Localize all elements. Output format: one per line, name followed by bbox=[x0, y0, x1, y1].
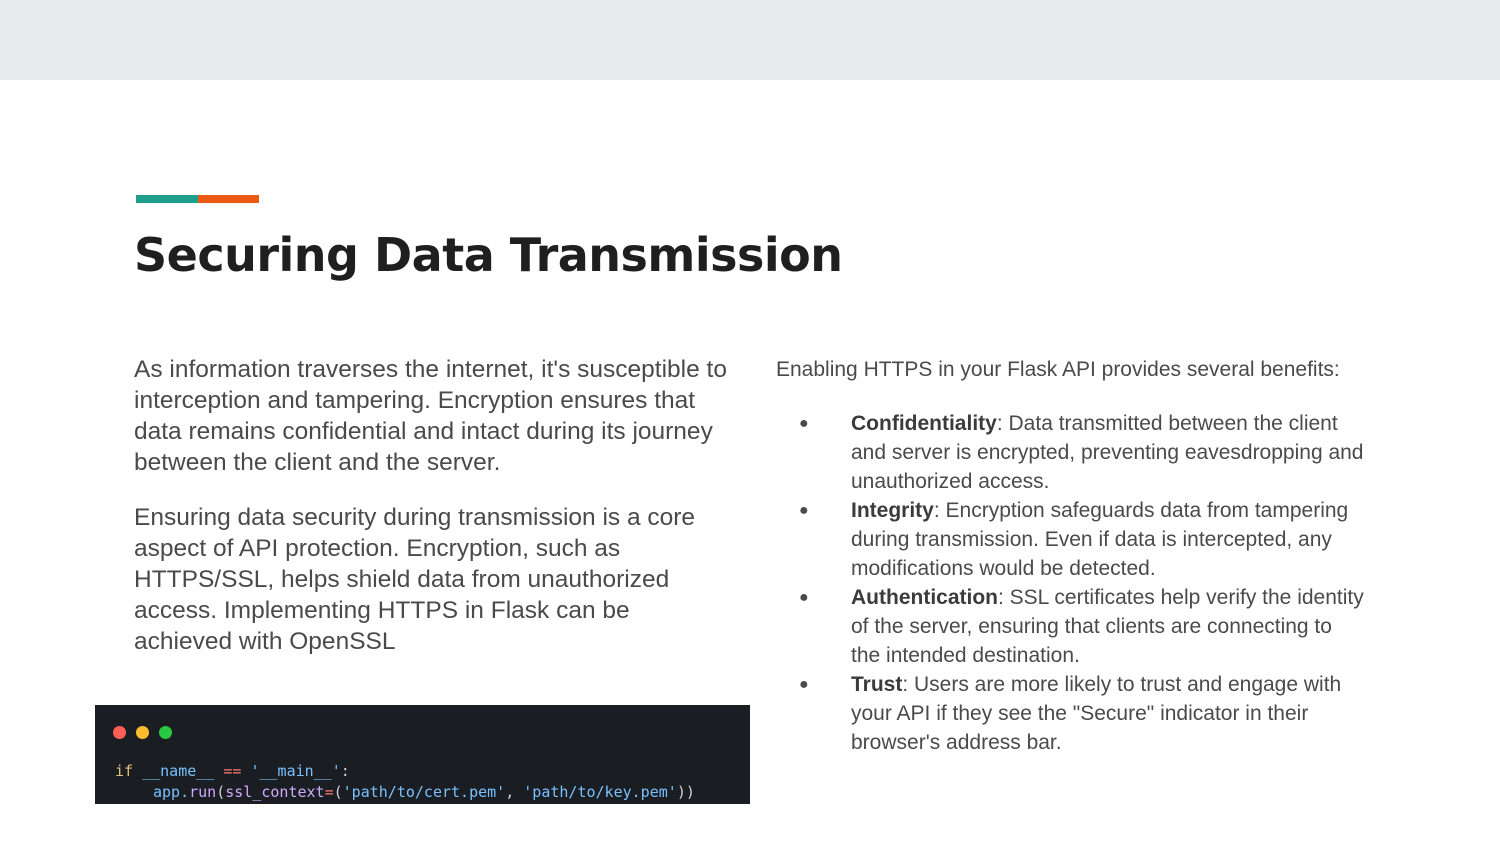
accent-bar-orange bbox=[198, 195, 259, 203]
code-object: app. bbox=[153, 783, 190, 801]
bullet-icon: ● bbox=[799, 502, 809, 519]
benefit-text: : Users are more likely to trust and engage with your API if they see the "Secure" indicator in their browser's address bar. bbox=[851, 673, 1342, 754]
window-close-dot-icon bbox=[113, 726, 126, 739]
left-column bbox=[134, 354, 734, 681]
code-cert-path: 'path/to/cert.pem' bbox=[342, 783, 506, 801]
code-operator: == bbox=[223, 762, 242, 780]
benefit-item-trust bbox=[776, 670, 1366, 757]
benefit-term: Trust bbox=[851, 673, 903, 696]
code-colon: : bbox=[340, 762, 350, 780]
code-line-2 bbox=[153, 783, 695, 801]
window-maximize-dot-icon bbox=[159, 726, 172, 739]
code-string: '__main__' bbox=[250, 762, 341, 780]
intro-paragraph: As information traverses the internet, it's susceptible to interception and tampering. Encryption ensures that data remains confidential and intact during its journey between the client and the server. bbox=[134, 356, 727, 476]
benefit-text: : Encryption safeguards data from tampering during transmission. Even if data is intercepted, any modifications would be detected. bbox=[851, 499, 1349, 580]
bullet-icon: ● bbox=[799, 676, 809, 693]
code-snippet-window bbox=[95, 705, 750, 804]
benefits-intro: Enabling HTTPS in your Flask API provides several benefits: bbox=[776, 358, 1340, 381]
accent-bar-teal bbox=[136, 195, 198, 203]
code-variable: __name__ bbox=[142, 762, 215, 780]
benefits-list bbox=[776, 409, 1366, 757]
code-keyword: if bbox=[115, 762, 134, 780]
benefit-text: : SSL certificates help verify the identity of the server, ensuring that clients are connecting to the intended destination. bbox=[851, 586, 1364, 667]
code-function: run bbox=[189, 783, 217, 801]
bullet-icon: ● bbox=[799, 589, 809, 606]
code-equals: = bbox=[324, 783, 334, 801]
benefit-term: Integrity bbox=[851, 499, 934, 522]
right-column bbox=[776, 355, 1366, 757]
benefit-term: Authentication bbox=[851, 586, 998, 609]
code-close-parens: )) bbox=[676, 783, 695, 801]
benefit-item-confidentiality bbox=[776, 409, 1366, 496]
bullet-icon: ● bbox=[799, 415, 809, 432]
code-open-paren: ( bbox=[216, 783, 226, 801]
slide-title: Securing Data Transmission bbox=[134, 228, 843, 282]
benefit-item-integrity bbox=[776, 496, 1366, 583]
code-line-1 bbox=[115, 762, 350, 780]
code-tuple-open: ( bbox=[333, 783, 343, 801]
code-key-path: 'path/to/key.pem' bbox=[523, 783, 677, 801]
top-band bbox=[0, 0, 1500, 80]
benefit-text: : Data transmitted between the client and server is encrypted, preventing eavesdropping and unauthorized access. bbox=[851, 412, 1364, 493]
code-param: ssl_context bbox=[225, 783, 325, 801]
benefit-item-authentication bbox=[776, 583, 1366, 670]
benefit-term: Confidentiality bbox=[851, 412, 997, 435]
https-paragraph: Ensuring data security during transmission is a core aspect of API protection. Encryption, such as HTTPS/SSL, helps shield data from unauthorized access. Implementing HTTPS in Flask can be achieved with OpenSSL bbox=[134, 504, 696, 655]
code-comma: , bbox=[505, 783, 524, 801]
window-minimize-dot-icon bbox=[136, 726, 149, 739]
